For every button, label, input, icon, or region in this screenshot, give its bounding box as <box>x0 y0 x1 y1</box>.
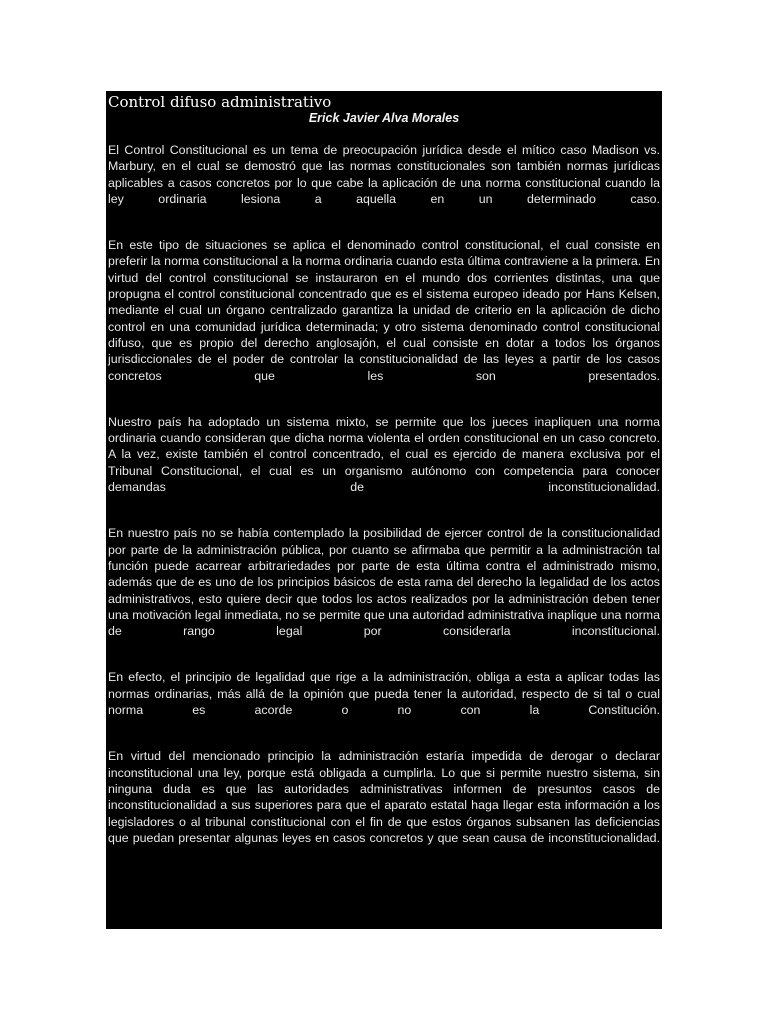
paragraph-1: El Control Constitucional es un tema de preocupación jurídica desde el mítico caso Madison vs. Marbury, en el cual se demostró que las normas constitucionales son también normas jurídicas aplicables a casos concretos por lo que cabe la aplicación de una norma constitucional cuando la ley ordinaria lesiona a aquella en un determinado caso. <box>108 143 660 206</box>
paragraph-4: En nuestro país no se había contemplado la posibilidad de ejercer control de la constitucionalidad por parte de la administración pública, por cuanto se afirmaba que permitir a la administración tal función puede acarrear arbitrariedades por parte de esta última contra el administrado mismo, además que de es uno de los principios básicos de esta rama del derecho la legalidad de los actos administrativos, esto quiere decir que todos los actos realizados por la administración deben tener una motivación legal inmediata, no se permite que una autoridad administrativa inaplique una norma de rango legal por considerarla inconstitucional. <box>108 526 660 639</box>
document-author: Erick Javier Alva Morales <box>308 111 460 125</box>
document-page <box>106 91 662 929</box>
paragraph-2: En este tipo de situaciones se aplica el denominado control constitucional, el cual consiste en preferir la norma constitucional a la norma ordinaria cuando esta última contraviene a la primera. En virtud del control constitucional se instauraron en el mundo dos corrientes distintas, una que propugna el control constitucional concentrado que es el sistema europeo ideado por Hans Kelsen, mediante el cual un órgano centralizado garantiza la unidad de criterio en la aplicación de dicho control en una comunidad jurídica determinada; y otro sistema denominado control constitucional difuso, que es propio del derecho anglosajón, el cual consiste en dotar a todos los órganos jurisdiccionales de el poder de controlar la constitucionalidad de las leyes a partir de los casos concretos que les son presentados. <box>108 238 660 383</box>
paragraph-6: En virtud del mencionado principio la administración estaría impedida de derogar o declarar inconstitucional una ley, porque está obligada a cumplirla. Lo que si permite nuestro sistema, sin ninguna duda es que las autoridades administrativas informen de presuntos casos de inconstitucionalidad a sus superiores para que el aparato estatal haga llegar esta información a los legisladores o al tribunal constitucional con el fin de que estos órganos subsanen las deficiencias que puedan presentar algunas leyes en casos concretos y que sean causa de inconstitucionalidad. <box>108 749 660 845</box>
paragraph-5: En efecto, el principio de legalidad que rige a la administración, obliga a esta a aplicar todas las normas ordinarias, más allá de la opinión que pueda tener la autoridad, respecto de si tal o cual norma es acorde o no con la Constitución. <box>108 670 660 718</box>
document-title: Control difuso administrativo <box>108 93 332 111</box>
paragraph-3: Nuestro país ha adoptado un sistema mixto, se permite que los jueces inapliquen una norma ordinaria cuando consideran que dicha norma violenta el orden constitucional en un caso concreto. A la vez, existe también el control concentrado, el cual es ejercido de manera exclusiva por el Tribunal Constitucional, el cual es un organismo autónomo con competencia para conocer demandas de inconstitucionalidad. <box>108 414 660 495</box>
